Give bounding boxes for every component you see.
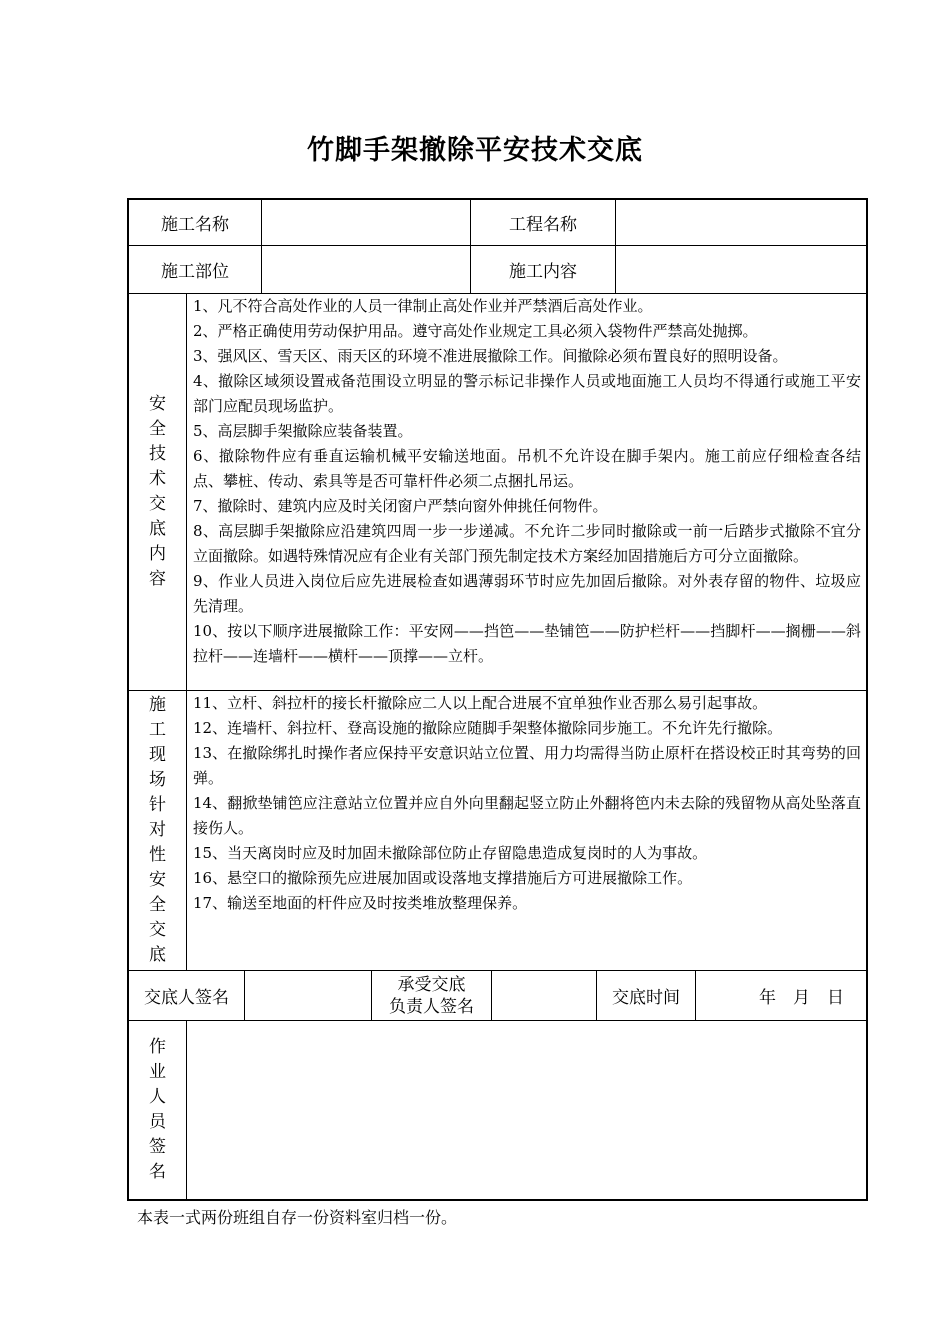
document-title: 竹脚手架撤除平安技术交底 xyxy=(307,135,643,166)
label-char: 全 xyxy=(149,895,166,915)
label-char: 交 xyxy=(149,494,166,514)
label-char: 技 xyxy=(149,444,166,464)
receiver-label-line: 承受交底 xyxy=(397,974,466,995)
label-char: 现 xyxy=(149,745,166,765)
safety-item: 5、高层脚手架撤除应装备装置。 xyxy=(193,422,413,440)
disclosure-table xyxy=(127,198,868,1201)
safety-item: 2、严格正确使用劳动保护用品。遵守高处作业规定工具必须入袋物件严禁高处抛掷。 xyxy=(193,322,758,340)
site-item: 11、立杆、斜拉杆的接长杆撤除应二人以上配合进展不宜单独作业否那么易引起事故。 xyxy=(193,694,768,712)
receiver-signature-field[interactable] xyxy=(492,971,596,1020)
label-char: 对 xyxy=(149,820,166,840)
label-char: 员 xyxy=(149,1112,166,1132)
label-char: 签 xyxy=(149,1137,166,1157)
site-item: 14、翻掀垫铺笆应注意站立位置并应自外向里翻起竖立防止外翻将笆内未去除的残留物从高处坠落直接伤人。 xyxy=(193,794,861,837)
disclosure-time-label: 交底时间 xyxy=(612,988,680,1008)
label-char: 内 xyxy=(149,544,166,564)
label-char: 施 xyxy=(149,695,166,715)
label-char: 名 xyxy=(149,1162,166,1182)
construction-name-field[interactable] xyxy=(262,200,470,245)
label-char: 场 xyxy=(149,770,166,790)
label-char: 底 xyxy=(149,945,166,965)
construction-content-field[interactable] xyxy=(616,246,866,293)
discloser-signature-label: 交底人签名 xyxy=(144,988,229,1008)
label-char: 底 xyxy=(149,519,166,539)
receiver-label-line: 负责人签名 xyxy=(389,996,474,1017)
site-item: 12、连墙杆、斜拉杆、登高设施的撤除应随脚手架整体撤除同步施工。不允许先行撤除。 xyxy=(193,719,783,737)
label-char: 工 xyxy=(149,720,166,740)
construction-name-label: 施工名称 xyxy=(161,215,229,235)
safety-item: 9、作业人员进入岗位后应先进展检查如遇薄弱环节时应先加固后撤除。对外表存留的物件、垃圾应先清理。 xyxy=(193,572,861,615)
label-char: 全 xyxy=(149,419,166,439)
safety-item: 6、撤除物件应有垂直运输机械平安输送地面。吊机不允许设在脚手架内。施工前应仔细检查各结点、攀桩、传动、索具等是否可靠杆件必须二点捆扎吊运。 xyxy=(193,447,861,490)
project-name-field[interactable] xyxy=(616,200,866,245)
workers-signature-label xyxy=(129,1021,186,1201)
receiver-signature-label xyxy=(372,971,491,1020)
construction-part-field[interactable] xyxy=(262,246,470,293)
construction-part-label: 施工部位 xyxy=(161,262,229,282)
safety-item: 3、强风区、雪天区、雨天区的环境不准进展撤除工作。间撤除必须布置良好的照明设备。 xyxy=(193,347,788,365)
site-content xyxy=(193,691,861,916)
label-char: 容 xyxy=(149,569,166,589)
safety-item: 10、按以下顺序进展撤除工作：平安网——挡笆——垫铺笆——防护栏杆——挡脚杆——搁栅——斜拉杆——连墙杆——横杆——顶撑——立杆。 xyxy=(193,622,861,665)
site-item: 16、悬空口的撤除预先应进展加固或设落地支撑措施后方可进展撤除工作。 xyxy=(193,869,693,887)
construction-content-label: 施工内容 xyxy=(509,262,577,282)
disclosure-time-field[interactable]: 年 月 日 xyxy=(759,988,844,1008)
site-item: 13、在撤除绑扎时操作者应保持平安意识站立位置、用力均需得当防止原杆在搭设校正时其弯势的回弹。 xyxy=(193,744,861,787)
label-char: 作 xyxy=(149,1037,166,1057)
project-name-label: 工程名称 xyxy=(509,215,577,235)
site-section-label xyxy=(129,691,186,970)
col-divider xyxy=(186,293,187,970)
safety-item: 1、凡不符合高处作业的人员一律制止高处作业并严禁酒后高处作业。 xyxy=(193,297,653,315)
site-item: 17、输送至地面的杆件应及时按类堆放整理保养。 xyxy=(193,894,528,912)
footnote: 本表一式两份班组自存一份资料室归档一份。 xyxy=(137,1208,458,1227)
safety-item: 7、撤除时、建筑内应及时关闭窗户严禁向窗外伸挑任何物件。 xyxy=(193,497,608,515)
safety-content xyxy=(193,294,861,669)
label-char: 交 xyxy=(149,920,166,940)
label-char: 安 xyxy=(149,870,166,890)
safety-section-label xyxy=(129,294,186,690)
label-char: 安 xyxy=(149,394,166,414)
label-char: 人 xyxy=(149,1087,166,1107)
discloser-signature-field[interactable] xyxy=(245,971,371,1020)
safety-item: 8、高层脚手架撤除应沿建筑四周一步一步递减。不允许二步同时撤除或一前一后踏步式撤除不宜分立面撤除。如遇特殊情况应有企业有关部门预先制定技术方案经加固措施后方可分立面撤除。 xyxy=(193,522,861,565)
label-char: 针 xyxy=(149,795,166,815)
safety-item: 4、撤除区域须设置戒备范围设立明显的警示标记非操作人员或地面施工人员均不得通行或施工平安部门应配员现场监护。 xyxy=(193,372,861,415)
label-char: 性 xyxy=(149,845,166,865)
site-item: 15、当天离岗时应及时加固未撤除部位防止存留隐患造成复岗时的人为事故。 xyxy=(193,844,708,862)
label-char: 业 xyxy=(149,1062,166,1082)
label-char: 术 xyxy=(149,469,166,489)
workers-signature-field[interactable] xyxy=(187,1021,866,1201)
